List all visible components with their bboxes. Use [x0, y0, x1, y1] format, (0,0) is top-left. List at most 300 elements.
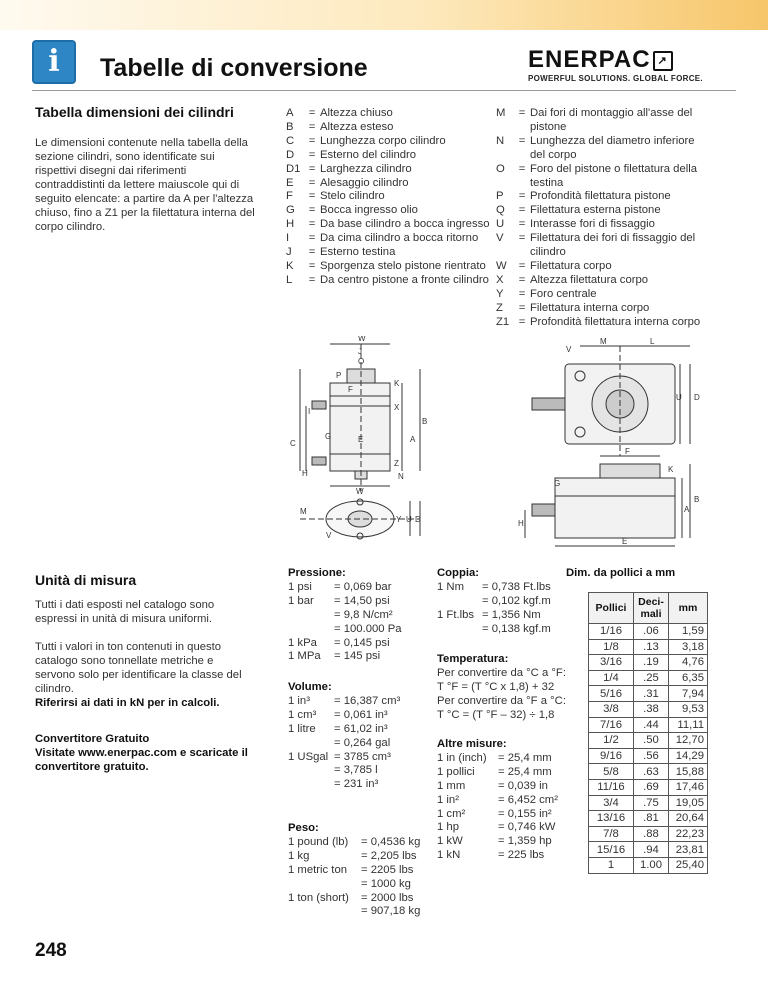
weight-unit: 1 kg — [288, 849, 310, 862]
volume-value: = 61,02 in³ — [334, 722, 388, 735]
converter-title: Convertitore Gratuito — [35, 733, 150, 745]
weight-block — [288, 822, 420, 919]
fraction-decimal: .75 — [634, 795, 669, 811]
page-number: 248 — [35, 940, 67, 961]
units-heading: Unità di misura — [35, 572, 137, 588]
temperature-line1: Per convertire da °C a °F: — [437, 666, 566, 679]
weight-value: = 0,4536 kg — [361, 835, 421, 848]
legend-k: J — [286, 246, 292, 259]
legend-v: Profondità filettatura pistone — [530, 190, 671, 203]
legend-v: Da centro pistone a fronte cilindro — [320, 273, 489, 286]
legend-k: Z1 — [496, 315, 510, 328]
fraction-mm: 12,70 — [669, 733, 708, 749]
legend-k: W — [496, 259, 507, 272]
legend-v: Bocca ingresso olio — [320, 204, 418, 217]
label-E-right: E — [622, 537, 628, 546]
pressure-row — [288, 637, 402, 651]
legend-eq: = — [308, 176, 316, 189]
pressure-value: = 100.000 Pa — [334, 622, 402, 635]
label-V-right: V — [566, 345, 572, 354]
other-unit: 1 in² — [437, 793, 459, 806]
legend-v: Altezza filettatura corpo — [530, 273, 649, 286]
other-block — [437, 738, 558, 863]
volume-row — [288, 723, 400, 737]
torque-value: = 1,356 Nm — [482, 608, 541, 621]
legend-k: P — [496, 190, 504, 203]
torque-value: = 0,138 kgf.m — [482, 622, 551, 635]
pressure-heading: Pressione: — [288, 567, 346, 579]
fraction-row — [589, 717, 708, 733]
weight-value: = 2,205 lbs — [361, 849, 417, 862]
label-U: U — [406, 515, 412, 524]
label-F-right: F — [625, 447, 630, 456]
legend-left — [286, 107, 492, 288]
legend-row — [286, 135, 492, 149]
other-heading: Altre misure: — [437, 738, 507, 750]
legend-eq: = — [308, 190, 316, 203]
legend-v: Filettatura corpo — [530, 259, 612, 272]
legend-eq: = — [518, 162, 526, 175]
fraction-row — [589, 639, 708, 655]
fraction-inch: 1/16 — [589, 624, 634, 640]
other-unit: 1 kN — [437, 849, 461, 862]
fraction-inch: 1/8 — [589, 639, 634, 655]
label-G: G — [325, 432, 332, 441]
other-value: = 25,4 mm — [498, 765, 552, 778]
legend-row — [286, 246, 492, 260]
torque-row — [437, 595, 551, 609]
legend-k: K — [286, 259, 294, 272]
weight-value: = 2205 lbs — [361, 863, 414, 876]
fraction-inch: 15/16 — [589, 842, 634, 858]
legend-v: Larghezza cilindro — [320, 162, 412, 175]
legend-v: Altezza chiuso — [320, 107, 393, 119]
other-unit: 1 in (inch) — [437, 751, 487, 764]
label-D-right: D — [694, 393, 700, 402]
fraction-decimal: .50 — [634, 733, 669, 749]
volume-value: = 0,264 gal — [334, 736, 391, 749]
torque-row — [437, 623, 551, 637]
fraction-row — [589, 655, 708, 671]
label-B: B — [422, 417, 428, 426]
legend-v: Lunghezza corpo cilindro — [320, 134, 446, 147]
fraction-mm: 1,59 — [669, 624, 708, 640]
volume-unit: 1 litre — [288, 722, 316, 735]
temperature-line4: T °C = (T °F – 32) ÷ 1,8 — [437, 708, 555, 721]
other-value: = 0,746 kW — [498, 821, 556, 834]
legend-right — [496, 107, 706, 330]
fraction-decimal: .06 — [634, 624, 669, 640]
legend-v: Dai fori di montaggio all'asse del pistone — [530, 107, 693, 133]
legend-eq: = — [518, 204, 526, 217]
fraction-decimal: .44 — [634, 717, 669, 733]
legend-v: Foro del pistone o filettatura della testina — [530, 162, 698, 189]
legend-v: Lunghezza del diametro inferiore del corpo — [530, 134, 695, 161]
pressure-row — [288, 623, 402, 637]
fraction-row — [589, 733, 708, 749]
pressure-row — [288, 595, 402, 609]
legend-eq: = — [308, 218, 316, 231]
legend-row — [496, 204, 706, 218]
legend-eq: = — [308, 162, 316, 175]
legend-v: Sporgenza stelo pistone rientrato — [320, 259, 486, 272]
fraction-row — [589, 826, 708, 842]
other-value: = 1,359 hp — [498, 835, 552, 848]
legend-row — [286, 163, 492, 177]
fraction-mm: 15,88 — [669, 764, 708, 780]
legend-k: L — [286, 273, 293, 286]
fraction-inch: 5/16 — [589, 686, 634, 702]
volume-unit: 1 cm³ — [288, 708, 317, 721]
volume-row — [288, 778, 400, 792]
weight-unit: 1 ton (short) — [288, 891, 349, 904]
other-row — [437, 808, 558, 822]
fraction-mm: 25,40 — [669, 857, 708, 873]
cylinder-drawings — [270, 336, 720, 552]
volume-value: = 0,061 in³ — [334, 708, 388, 721]
label-A: A — [410, 435, 416, 444]
legend-row — [496, 274, 706, 288]
label-N: N — [398, 472, 404, 481]
other-value: = 25,4 mm — [498, 751, 552, 764]
fractions-table — [588, 592, 708, 874]
fraction-row — [589, 811, 708, 827]
units-text — [35, 598, 255, 788]
other-value: = 225 lbs — [498, 849, 545, 862]
units-p1: Tutti i dati esposti nel catalogo sono espressi in unità di misura uniformi. — [35, 599, 215, 625]
col-decimali: Deci-mali — [634, 593, 669, 624]
legend-k: Y — [496, 287, 504, 300]
other-unit: 1 mm — [437, 779, 466, 792]
volume-value: = 231 in³ — [334, 778, 379, 791]
legend-row — [286, 218, 492, 232]
volume-value: = 3,785 l — [334, 764, 378, 777]
legend-v: Da cima cilindro a bocca ritorno — [320, 232, 479, 245]
other-row — [437, 835, 558, 849]
volume-unit: 1 USgal — [288, 750, 329, 763]
fraction-row — [589, 748, 708, 764]
torque-row — [437, 609, 551, 623]
legend-row — [496, 288, 706, 302]
label-V: V — [326, 531, 332, 540]
legend-k: M — [496, 107, 506, 119]
label-E: E — [358, 435, 364, 444]
fraction-decimal: .63 — [634, 764, 669, 780]
weight-row — [288, 905, 420, 919]
fraction-row — [589, 686, 708, 702]
label-B-right: B — [694, 495, 700, 504]
temperature-line2: T °F = (T °C x 1,8) + 32 — [437, 680, 555, 693]
fraction-mm: 20,64 — [669, 811, 708, 827]
label-U-right: U — [676, 393, 682, 402]
legend-eq: = — [308, 246, 316, 259]
fraction-row — [589, 857, 708, 873]
legend-row — [496, 190, 706, 204]
other-value: = 0,155 in² — [498, 807, 552, 820]
info-icon: i — [32, 40, 76, 84]
fraction-inch: 3/16 — [589, 655, 634, 671]
torque-block — [437, 567, 551, 637]
label-K-right: K — [668, 465, 674, 474]
legend-eq: = — [308, 273, 316, 286]
legend-k: V — [496, 232, 504, 245]
legend-eq: = — [518, 218, 526, 231]
fraction-mm: 3,18 — [669, 639, 708, 655]
legend-row — [286, 204, 492, 218]
legend-k: D — [286, 148, 295, 161]
label-L-right: L — [650, 337, 655, 346]
brand-tagline: POWERFUL SOLUTIONS. GLOBAL FORCE. — [528, 74, 703, 83]
legend-eq: = — [308, 232, 316, 245]
units-p2: Tutti i valori in ton contenuti in questo catalogo sono tonnellate metriche e servono solo per identificare la classe del cilindro. — [35, 641, 242, 695]
fraction-mm: 17,46 — [669, 779, 708, 795]
top-color-band — [0, 0, 768, 30]
legend-row — [286, 190, 492, 204]
legend-v: Esterno del cilindro — [320, 148, 417, 161]
fraction-mm: 19,05 — [669, 795, 708, 811]
weight-row — [288, 836, 420, 850]
pressure-row — [288, 609, 402, 623]
other-unit: 1 pollici — [437, 765, 475, 778]
legend-k: A — [286, 107, 294, 119]
legend-eq: = — [308, 148, 316, 161]
legend-eq: = — [518, 287, 526, 300]
fraction-decimal: .69 — [634, 779, 669, 795]
volume-value: = 3785 cm³ — [334, 750, 391, 763]
legend-k: D1 — [286, 162, 301, 175]
legend-row — [496, 135, 706, 163]
volume-heading: Volume: — [288, 681, 332, 693]
fraction-inch: 3/4 — [589, 795, 634, 811]
volume-block — [288, 681, 400, 792]
legend-v: Interasse fori di fissaggio — [530, 218, 655, 231]
label-H-right: H — [518, 519, 524, 528]
label-G-right: G — [554, 479, 561, 488]
legend-row — [496, 218, 706, 232]
legend-eq: = — [308, 107, 316, 119]
fractions-heading: Dim. da pollici a mm — [566, 567, 676, 579]
fraction-decimal: .13 — [634, 639, 669, 655]
legend-eq: = — [518, 190, 526, 203]
fraction-row — [589, 764, 708, 780]
legend-k: O — [496, 162, 505, 175]
fraction-mm: 14,29 — [669, 748, 708, 764]
label-C: C — [290, 439, 296, 448]
fraction-inch: 11/16 — [589, 779, 634, 795]
temperature-heading: Temperatura: — [437, 653, 509, 665]
label-I: I — [308, 407, 311, 416]
label-O: O — [358, 357, 365, 366]
other-row — [437, 794, 558, 808]
torque-unit: 1 Ft.lbs — [437, 608, 475, 621]
torque-heading: Coppia: — [437, 567, 480, 579]
legend-k: H — [286, 218, 295, 231]
weight-value: = 907,18 kg — [361, 905, 421, 918]
pressure-row — [288, 650, 402, 664]
legend-v: Foro centrale — [530, 287, 597, 300]
other-row — [437, 821, 558, 835]
legend-v: Da base cilindro a bocca ingresso — [320, 218, 490, 231]
other-row — [437, 752, 558, 766]
legend-row — [496, 163, 706, 191]
legend-eq: = — [518, 315, 526, 328]
cylinder-dimensions-intro: Le dimensioni contenute nella tabella della sezione cilindri, sono identificate sui rispettivi disegni dai riferimenti contraddistinti da lettere maiuscole qui di seguito elencate: a partire da A per l'altezza chiuso, fino a Z1 per la filettatura interna del corpo cilindro. — [35, 137, 255, 233]
torque-value: = 0,738 Ft.lbs — [482, 580, 551, 593]
pressure-unit: 1 kPa — [288, 636, 317, 649]
legend-eq: = — [518, 301, 526, 314]
legend-row — [496, 316, 706, 330]
legend-v: Filettatura dei fori di fissaggio del cilindro — [530, 232, 696, 259]
fraction-mm: 6,35 — [669, 670, 708, 686]
fraction-mm: 9,53 — [669, 701, 708, 717]
fraction-decimal: .31 — [634, 686, 669, 702]
legend-k: E — [286, 176, 294, 189]
fraction-inch: 5/8 — [589, 764, 634, 780]
legend-v: Filettatura interna corpo — [530, 301, 650, 314]
other-unit: 1 kW — [437, 835, 463, 848]
legend-k: Z — [496, 301, 503, 314]
weight-value: = 1000 kg — [361, 877, 411, 890]
torque-row — [437, 581, 551, 595]
legend-eq: = — [518, 273, 526, 286]
label-Y: Y — [396, 515, 402, 524]
legend-k: C — [286, 134, 295, 147]
legend-k: I — [286, 232, 290, 245]
pressure-value: = 0,145 psi — [334, 636, 390, 649]
torque-value: = 0,102 kgf.m — [482, 594, 551, 607]
fraction-mm: 23,81 — [669, 842, 708, 858]
fraction-row — [589, 842, 708, 858]
legend-row — [286, 274, 492, 288]
other-value: = 0,039 in — [498, 779, 548, 792]
legend-row — [286, 232, 492, 246]
legend-k: X — [496, 273, 504, 286]
volume-row — [288, 709, 400, 723]
legend-v: Altezza esteso — [320, 120, 394, 133]
fraction-inch: 1/4 — [589, 670, 634, 686]
page-title: Tabelle di conversione — [100, 54, 368, 82]
fraction-decimal: .56 — [634, 748, 669, 764]
legend-row — [496, 302, 706, 316]
pressure-unit: 1 MPa — [288, 650, 321, 663]
fraction-mm: 7,94 — [669, 686, 708, 702]
legend-eq: = — [308, 204, 316, 217]
pressure-value: = 14,50 psi — [334, 594, 390, 607]
units-p2-bold: Riferirsi ai dati in kN per in calcoli. — [35, 697, 220, 709]
label-P: P — [336, 371, 342, 380]
weight-heading: Peso: — [288, 822, 319, 834]
header-rule — [32, 90, 736, 91]
cylinder-dimensions-heading: Tabella dimensioni dei cilindri — [35, 104, 234, 120]
torque-unit: 1 Nm — [437, 580, 464, 593]
legend-row — [286, 121, 492, 135]
fraction-mm: 22,23 — [669, 826, 708, 842]
fraction-row — [589, 779, 708, 795]
pressure-block — [288, 567, 402, 664]
weight-unit: 1 metric ton — [288, 863, 348, 876]
fraction-decimal: 1.00 — [634, 857, 669, 873]
fraction-inch: 7/16 — [589, 717, 634, 733]
label-X: X — [394, 403, 400, 412]
col-mm: mm — [669, 593, 708, 624]
fraction-decimal: .81 — [634, 811, 669, 827]
weight-unit: 1 pound (lb) — [288, 835, 349, 848]
fraction-decimal: .94 — [634, 842, 669, 858]
brand-logo — [528, 46, 718, 83]
weight-row — [288, 850, 420, 864]
legend-k: G — [286, 204, 295, 217]
legend-eq: = — [518, 232, 526, 245]
fraction-inch: 13/16 — [589, 811, 634, 827]
legend-v: Esterno testina — [320, 246, 396, 259]
legend-k: F — [286, 190, 293, 203]
volume-row — [288, 737, 400, 751]
converter-text: Visitate www.enerpac.com e scaricate il convertitore gratuito. — [35, 747, 248, 773]
legend-k: N — [496, 134, 505, 147]
legend-eq: = — [308, 120, 316, 133]
fraction-inch: 9/16 — [589, 748, 634, 764]
other-unit: 1 cm² — [437, 807, 466, 820]
weight-value: = 2000 lbs — [361, 891, 414, 904]
brand-name: ENERPAC — [528, 46, 651, 73]
fraction-decimal: .19 — [634, 655, 669, 671]
label-W2: W — [356, 487, 364, 496]
fraction-row — [589, 701, 708, 717]
fraction-row — [589, 795, 708, 811]
legend-v: Alesaggio cilindro — [320, 176, 409, 189]
fraction-inch: 1/2 — [589, 733, 634, 749]
legend-row — [496, 260, 706, 274]
pressure-unit: 1 bar — [288, 594, 314, 607]
other-unit: 1 hp — [437, 821, 459, 834]
weight-row — [288, 878, 420, 892]
legend-v: Stelo cilindro — [320, 190, 385, 203]
pressure-row — [288, 581, 402, 595]
legend-row — [496, 107, 706, 135]
other-row — [437, 849, 558, 863]
legend-k: B — [286, 120, 294, 133]
fraction-inch: 1 — [589, 857, 634, 873]
pressure-value: = 0,069 bar — [334, 580, 392, 593]
legend-row — [286, 260, 492, 274]
volume-unit: 1 in³ — [288, 694, 310, 707]
fraction-inch: 3/8 — [589, 701, 634, 717]
fraction-decimal: .25 — [634, 670, 669, 686]
legend-row — [286, 107, 492, 121]
brand-mark-icon: ↗ — [653, 51, 673, 71]
label-H: H — [302, 469, 308, 478]
other-row — [437, 766, 558, 780]
legend-k: U — [496, 218, 505, 231]
col-pollici: Pollici — [589, 593, 634, 624]
weight-row — [288, 892, 420, 906]
volume-row — [288, 751, 400, 765]
legend-v: Profondità filettatura interna corpo — [530, 315, 701, 328]
fraction-row — [589, 624, 708, 640]
label-M-right: M — [600, 337, 607, 346]
other-row — [437, 780, 558, 794]
volume-value: = 16,387 cm³ — [334, 694, 401, 707]
weight-row — [288, 864, 420, 878]
pressure-value: = 145 psi — [334, 650, 381, 663]
fraction-mm: 4,76 — [669, 655, 708, 671]
temperature-block — [437, 653, 566, 723]
volume-row — [288, 695, 400, 709]
fraction-mm: 11,11 — [669, 717, 708, 733]
legend-eq: = — [518, 107, 526, 119]
legend-row — [286, 177, 492, 191]
legend-row — [286, 149, 492, 163]
